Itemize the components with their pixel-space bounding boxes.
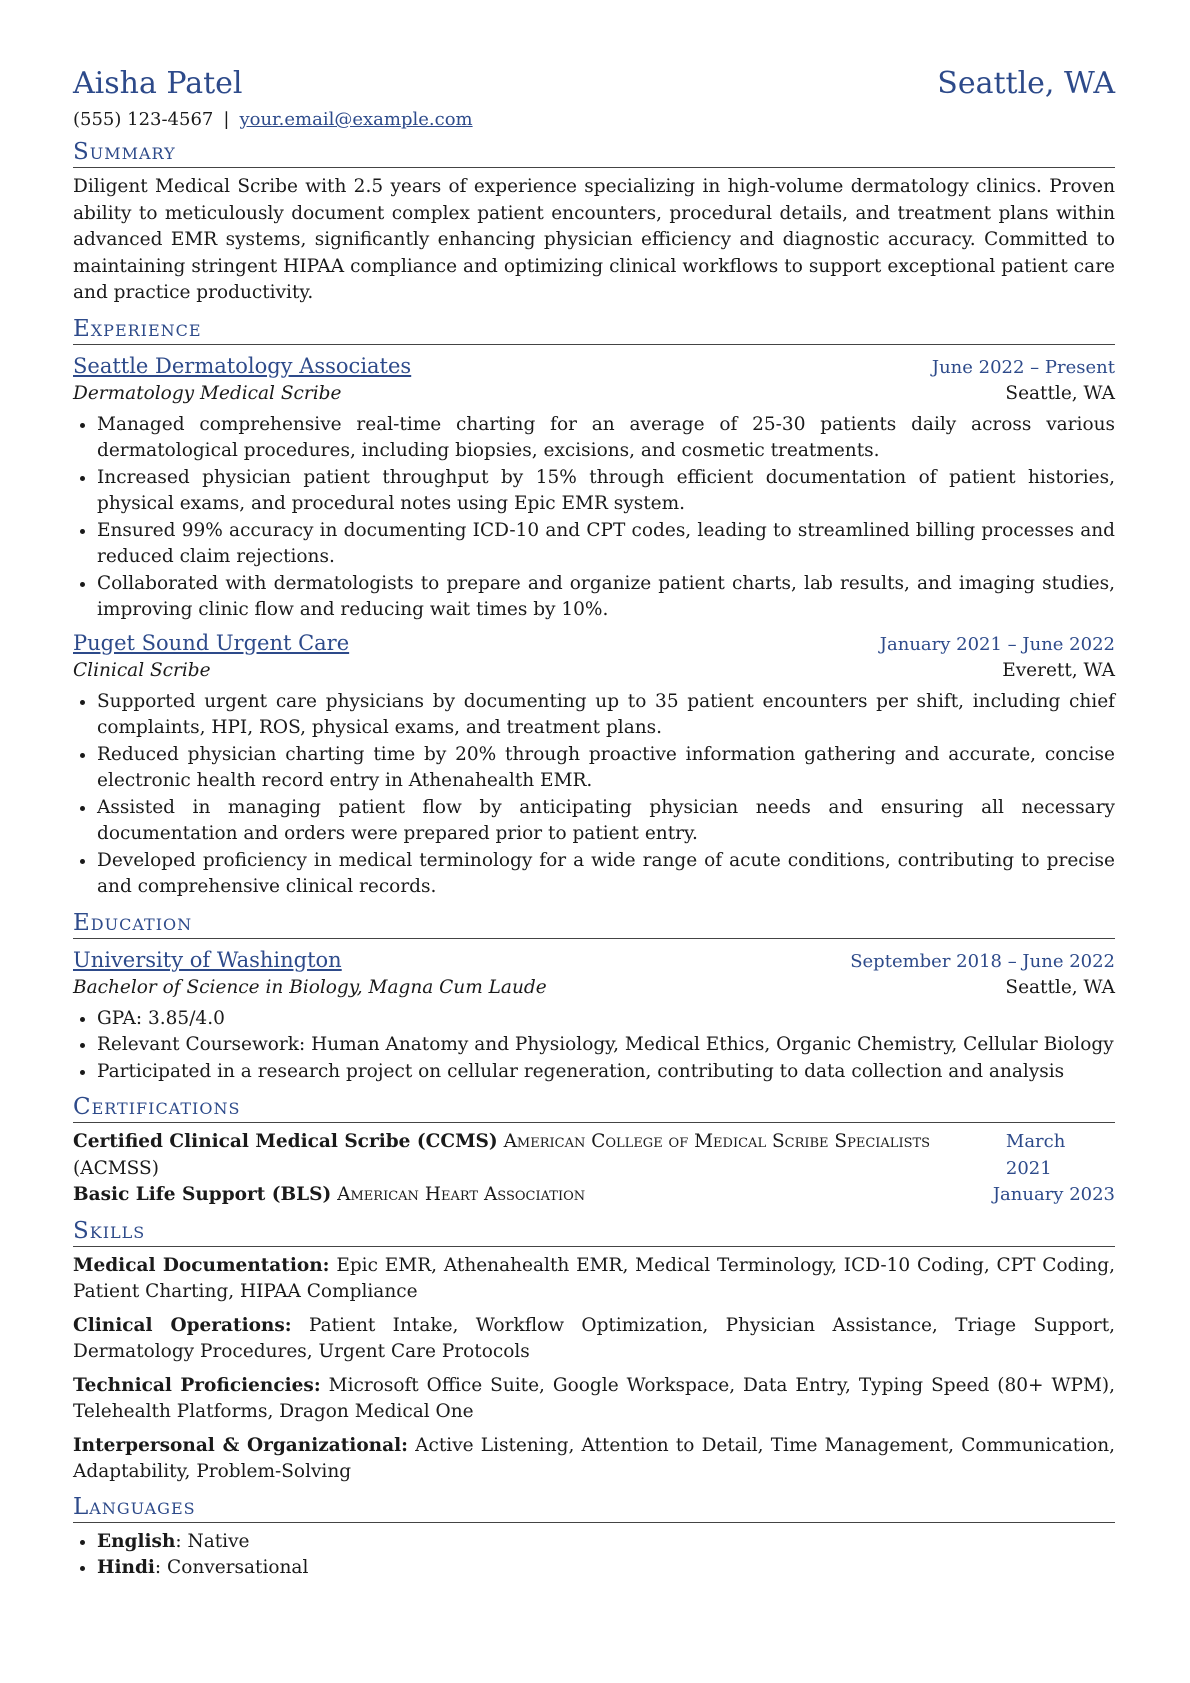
section-title-languages: Languages bbox=[73, 1493, 1115, 1523]
certification-issuer: American Heart Association bbox=[337, 1184, 586, 1205]
section-title-certifications: Certifications bbox=[73, 1093, 1115, 1123]
list-item: • Increased physician patient throughput by 15% through efficient documentation of patient histories, physical exams, and procedural notes using Epic EMR system. bbox=[97, 465, 1115, 518]
job-bullets bbox=[73, 412, 1115, 624]
skill-group bbox=[73, 1313, 1115, 1365]
education-location: Seattle, WA bbox=[1005, 976, 1115, 998]
languages-section bbox=[73, 1493, 1115, 1582]
skill-text: Active Listening, Attention to Detail, Time Management, Communication, Adaptability, Problem-Solving bbox=[73, 1434, 1116, 1482]
candidate-name: Aisha Patel bbox=[73, 66, 243, 101]
job-location: Everett, WA bbox=[1002, 659, 1115, 681]
list-item bbox=[97, 1555, 1115, 1582]
certification-date: January 2023 bbox=[992, 1184, 1115, 1205]
school-link[interactable]: University of Washington bbox=[73, 947, 342, 972]
section-title-education: Education bbox=[73, 909, 1115, 939]
job-org-link[interactable]: Puget Sound Urgent Care bbox=[73, 630, 350, 655]
skill-label: Medical Documentation: bbox=[73, 1254, 330, 1276]
job-location: Seattle, WA bbox=[1005, 382, 1115, 404]
list-item: • Relevant Coursework: Human Anatomy and Physiology, Medical Ethics, Organic Chemistry, Cellular Biology bbox=[97, 1032, 1115, 1059]
education-bullets bbox=[73, 1006, 1115, 1086]
job-role: Clinical Scribe bbox=[73, 659, 211, 681]
section-title-experience: Experience bbox=[73, 315, 1115, 345]
language-name: Hindi bbox=[97, 1557, 155, 1578]
section-title-skills: Skills bbox=[73, 1217, 1115, 1247]
resume-header bbox=[73, 54, 1115, 101]
language-level: : Conversational bbox=[154, 1557, 309, 1578]
list-item: • Developed proficiency in medical terminology for a wide range of acute conditions, contributing to precise and comprehensive clinical records. bbox=[97, 848, 1115, 901]
language-name: English bbox=[97, 1530, 176, 1552]
skill-group bbox=[73, 1433, 1115, 1485]
list-item: • Ensured 99% accuracy in documenting ICD-10 and CPT codes, leading to streamlined billing processes and reduced claim rejections. bbox=[97, 518, 1115, 571]
summary-text: Diligent Medical Scribe with 2.5 years of experience specializing in high-volume dermatology clinics. Proven ability to meticulously document complex patient encounters, procedural details, and treatment plans within advanced EMR systems, significantly enhancing physician efficiency and diagnostic accuracy. Committed to maintaining stringent HIPAA compliance and optimizing clinical workflows to support exceptional patient care and practice productivity. bbox=[73, 176, 1115, 303]
job-role: Dermatology Medical Scribe bbox=[73, 382, 342, 404]
certifications-section bbox=[73, 1093, 1115, 1209]
summary-section bbox=[73, 138, 1115, 307]
skill-text: Microsoft Office Suite, Google Workspace, Data Entry, Typing Speed (80+ WPM), Telehealth Platforms, Dragon Medical One bbox=[73, 1374, 1115, 1422]
certification-name: Certified Clinical Medical Scribe (CCMS) bbox=[73, 1131, 498, 1152]
experience-section bbox=[73, 315, 1115, 901]
skill-label: Clinical Operations: bbox=[73, 1314, 292, 1336]
education-section bbox=[73, 909, 1115, 1086]
degree: Bachelor of Science in Biology, Magna Cum Laude bbox=[73, 976, 547, 998]
skill-label: Technical Proficiencies: bbox=[73, 1374, 321, 1396]
list-item: • Managed comprehensive real-time charting for an average of 25-30 patients daily across various dermatological procedures, including biopsies, excisions, and cosmetic treatments. bbox=[97, 412, 1115, 465]
certification-date: March 2021 bbox=[1005, 1131, 1066, 1179]
list-item: • Supported urgent care physicians by documenting up to 35 patient encounters per shift, including chief complaints, HPI, ROS, physical exams, and treatment plans. bbox=[97, 689, 1115, 742]
job-bullets bbox=[73, 689, 1115, 901]
skill-group bbox=[73, 1253, 1115, 1305]
job-dates: June 2022 – Present bbox=[931, 356, 1115, 378]
job-dates: January 2021 – June 2022 bbox=[879, 633, 1115, 655]
education-dates: September 2018 – June 2022 bbox=[850, 950, 1115, 972]
contact-line bbox=[73, 109, 1115, 130]
job-entry bbox=[73, 628, 1115, 901]
email-link[interactable]: your.email@example.com bbox=[239, 109, 473, 130]
job-org-link[interactable]: Seattle Dermatology Associates bbox=[73, 353, 412, 378]
certification-entry bbox=[73, 1129, 1115, 1182]
phone-number: (555) 123-4567 bbox=[73, 109, 214, 130]
contact-separator: | bbox=[223, 109, 230, 130]
language-level: : Native bbox=[175, 1530, 250, 1552]
languages-list bbox=[73, 1529, 1115, 1582]
skill-group bbox=[73, 1373, 1115, 1425]
skills-section bbox=[73, 1217, 1115, 1485]
list-item: • GPA: 3.85/4.0 bbox=[97, 1006, 1115, 1033]
list-item bbox=[97, 1529, 1115, 1556]
certification-name: Basic Life Support (BLS) bbox=[73, 1184, 332, 1205]
candidate-location: Seattle, WA bbox=[937, 66, 1115, 101]
job-entry bbox=[73, 351, 1115, 624]
certification-issuer-abbr: (ACMSS) bbox=[73, 1157, 159, 1179]
section-title-summary: Summary bbox=[73, 138, 1115, 168]
list-item: • Participated in a research project on cellular regeneration, contributing to data collection and analysis bbox=[97, 1059, 1115, 1086]
skill-text: Epic EMR, Athenahealth EMR, Medical Terminology, ICD-10 Coding, CPT Coding, Patient Charting, HIPAA Compliance bbox=[73, 1254, 1115, 1302]
list-item: • Assisted in managing patient flow by anticipating physician needs and ensuring all necessary documentation and orders were prepared prior to patient entry. bbox=[97, 795, 1115, 848]
skill-label: Interpersonal & Organizational: bbox=[73, 1434, 408, 1456]
skill-text: Patient Intake, Workflow Optimization, Physician Assistance, Triage Support, Dermatology Procedures, Urgent Care Protocols bbox=[73, 1314, 1116, 1362]
certification-issuer: American College of Medical Scribe Specialists bbox=[503, 1131, 931, 1152]
list-item: • Collaborated with dermatologists to prepare and organize patient charts, lab results, and imaging studies, improving clinic flow and reducing wait times by 10%. bbox=[97, 571, 1115, 624]
certification-entry bbox=[73, 1182, 1115, 1209]
list-item: • Reduced physician charting time by 20% through proactive information gathering and accurate, concise electronic health record entry in Athenahealth EMR. bbox=[97, 742, 1115, 795]
